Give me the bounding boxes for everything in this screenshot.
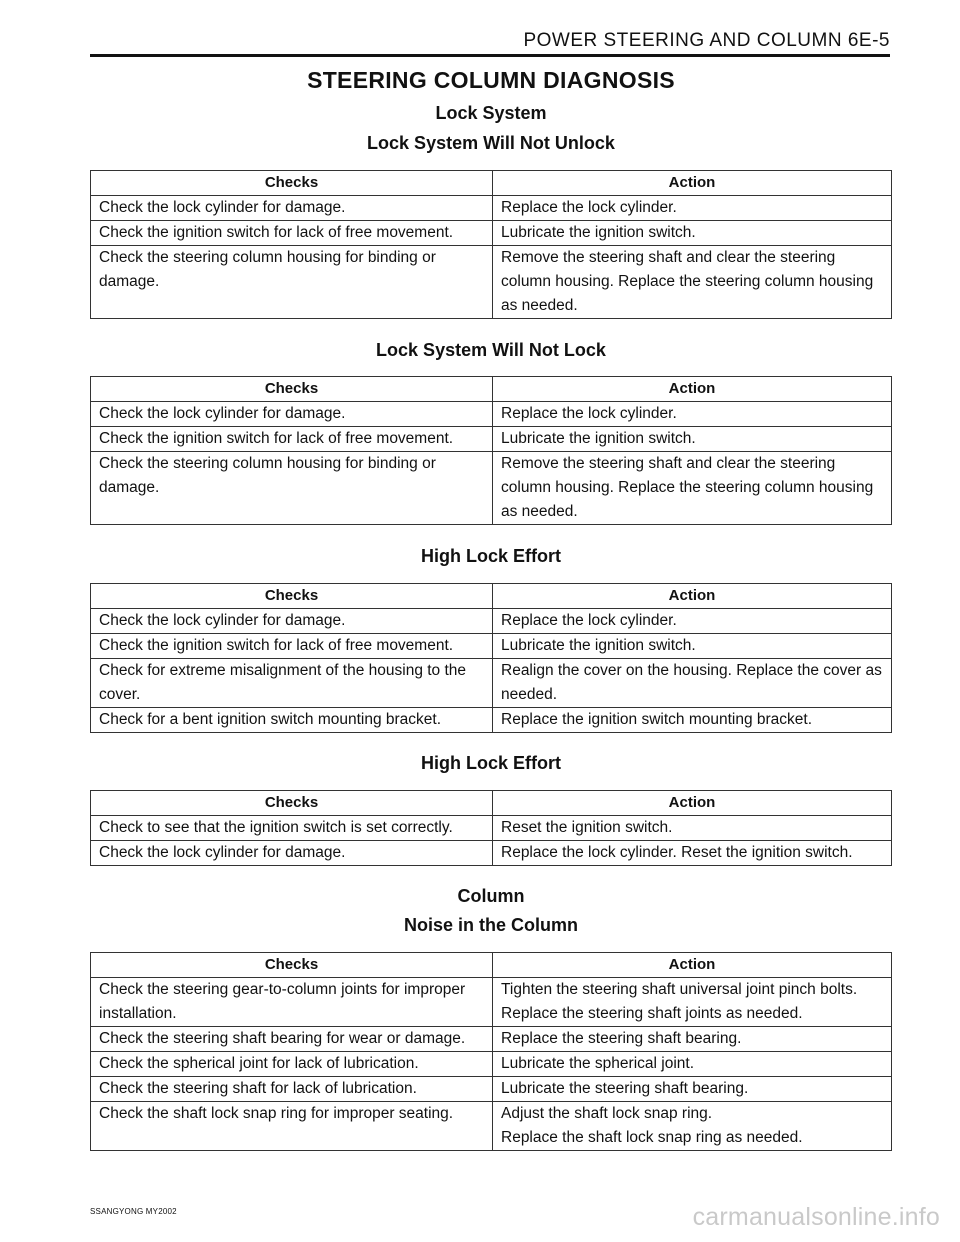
action-cell: Remove the steering shaft and clear the steering column housing. Replace the steering column housing as needed.	[493, 452, 892, 525]
action-cell: Realign the cover on the housing. Replace the cover as needed.	[493, 659, 892, 708]
column-header-action: Action	[493, 584, 892, 609]
section-will-not-unlock: Lock System Will Not Unlock	[367, 133, 615, 153]
table-row	[91, 196, 892, 221]
section-high-lock-effort-1: High Lock Effort	[421, 546, 561, 566]
check-cell: Check the ignition switch for lack of free movement.	[91, 427, 493, 452]
footer-model: SSANGYONG MY2002	[90, 1207, 177, 1216]
column-header-action: Action	[493, 377, 892, 402]
check-cell: Check the steering gear-to-column joints for improper installation.	[91, 978, 493, 1027]
action-cell: Reset the ignition switch.	[493, 816, 892, 841]
section-lock-system: Lock System	[435, 103, 547, 123]
table-row	[91, 246, 892, 319]
check-cell: Check the steering shaft for lack of lubrication.	[91, 1077, 493, 1102]
column-header-checks: Checks	[91, 584, 493, 609]
check-cell: Check the ignition switch for lack of free movement.	[91, 221, 493, 246]
section-high-lock-effort-2: High Lock Effort	[421, 753, 561, 773]
table-row	[91, 816, 892, 841]
table-row	[91, 609, 892, 634]
column-header-checks: Checks	[91, 953, 493, 978]
table-row	[91, 1077, 892, 1102]
table-will-not-lock	[90, 376, 892, 525]
column-header-checks: Checks	[91, 377, 493, 402]
column-header-action: Action	[493, 791, 892, 816]
action-cell: Replace the ignition switch mounting bracket.	[493, 708, 892, 733]
check-cell: Check for a bent ignition switch mounting bracket.	[91, 708, 493, 733]
action-cell: Lubricate the ignition switch.	[493, 427, 892, 452]
action-cell: Remove the steering shaft and clear the steering column housing. Replace the steering column housing as needed.	[493, 246, 892, 319]
table-row	[91, 452, 892, 525]
section-column: Column	[457, 886, 525, 906]
table-will-not-unlock	[90, 170, 892, 319]
action-cell: Adjust the shaft lock snap ring. Replace the shaft lock snap ring as needed.	[493, 1102, 892, 1151]
table-row	[91, 978, 892, 1027]
section-will-not-lock: Lock System Will Not Lock	[376, 340, 606, 360]
header-text: POWER STEERING AND COLUMN 6E-5	[523, 30, 890, 51]
action-cell: Replace the lock cylinder.	[493, 196, 892, 221]
table-row	[91, 1052, 892, 1077]
table-row	[91, 427, 892, 452]
check-cell: Check the steering column housing for binding or damage.	[91, 246, 493, 319]
table-row	[91, 402, 892, 427]
table-row	[91, 634, 892, 659]
check-cell: Check the steering shaft bearing for wear or damage.	[91, 1027, 493, 1052]
page-header	[90, 28, 890, 57]
check-cell: Check the ignition switch for lack of free movement.	[91, 634, 493, 659]
check-cell: Check the lock cylinder for damage.	[91, 609, 493, 634]
check-cell: Check the shaft lock snap ring for improper seating.	[91, 1102, 493, 1151]
check-cell: Check the spherical joint for lack of lubrication.	[91, 1052, 493, 1077]
action-cell: Replace the steering shaft bearing.	[493, 1027, 892, 1052]
action-cell: Lubricate the ignition switch.	[493, 221, 892, 246]
action-cell: Replace the lock cylinder. Reset the ignition switch.	[493, 841, 892, 866]
table-high-lock-effort-1	[90, 583, 892, 733]
check-cell: Check the lock cylinder for damage.	[91, 841, 493, 866]
table-noise-in-column	[90, 952, 892, 1151]
table-row	[91, 1102, 892, 1151]
check-cell: Check the lock cylinder for damage.	[91, 402, 493, 427]
column-header-action: Action	[493, 953, 892, 978]
table-row	[91, 1027, 892, 1052]
action-cell: Tighten the steering shaft universal joint pinch bolts. Replace the steering shaft joints as needed.	[493, 978, 892, 1027]
column-header-action: Action	[493, 171, 892, 196]
check-cell: Check the steering column housing for binding or damage.	[91, 452, 493, 525]
table-row	[91, 841, 892, 866]
page-title: STEERING COLUMN DIAGNOSIS	[307, 67, 675, 93]
check-cell: Check to see that the ignition switch is set correctly.	[91, 816, 493, 841]
check-cell: Check for extreme misalignment of the housing to the cover.	[91, 659, 493, 708]
watermark: carmanualsonline.info	[692, 1203, 940, 1231]
check-cell: Check the lock cylinder for damage.	[91, 196, 493, 221]
table-high-lock-effort-2	[90, 790, 892, 866]
table-row	[91, 708, 892, 733]
column-header-checks: Checks	[91, 791, 493, 816]
column-header-checks: Checks	[91, 171, 493, 196]
action-cell: Lubricate the spherical joint.	[493, 1052, 892, 1077]
action-cell: Replace the lock cylinder.	[493, 402, 892, 427]
action-cell: Lubricate the ignition switch.	[493, 634, 892, 659]
action-cell: Replace the lock cylinder.	[493, 609, 892, 634]
table-row	[91, 659, 892, 708]
section-noise-in-column: Noise in the Column	[403, 915, 578, 935]
table-row	[91, 221, 892, 246]
action-cell: Lubricate the steering shaft bearing.	[493, 1077, 892, 1102]
